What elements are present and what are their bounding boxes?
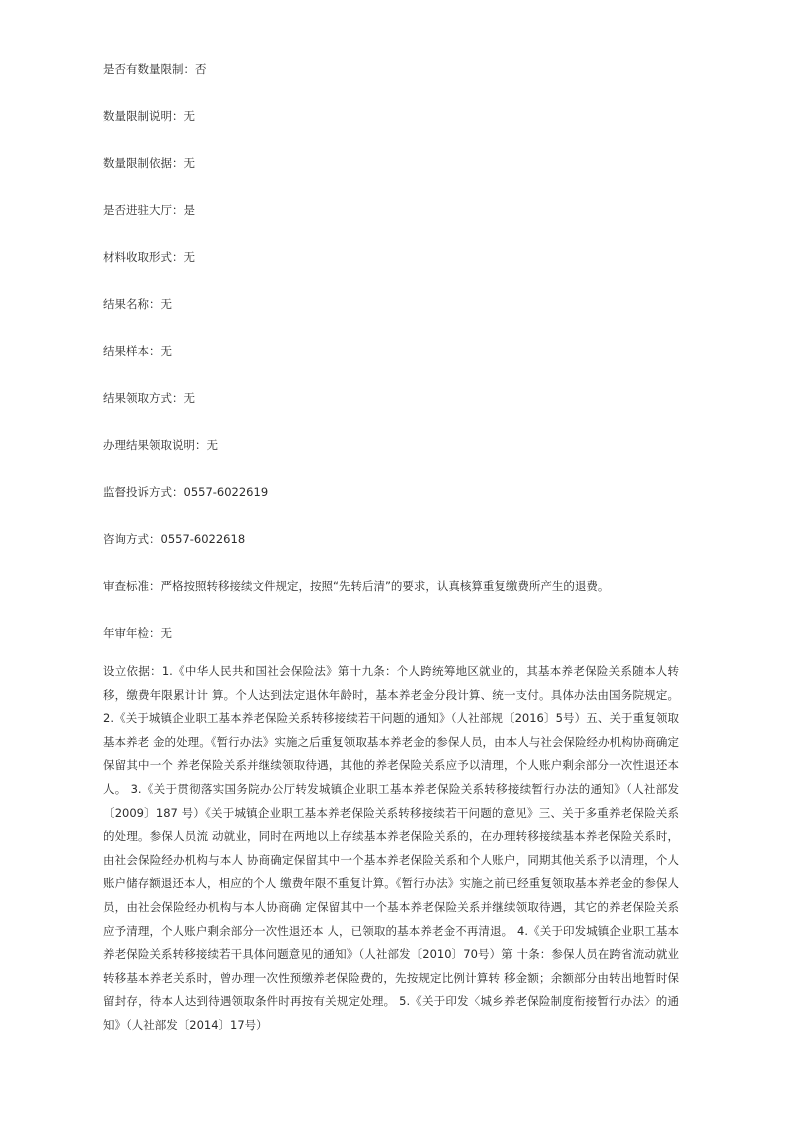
quantity-limit-note-field: 数量限制说明：无 <box>103 109 195 123</box>
review-standard-field: 审查标准：严格按照转移接续文件规定，按照“先转后清”的要求，认真核算重复缴费所产生的退费。 <box>103 579 610 593</box>
complaint-contact-field: 监督投诉方式：0557-6022619 <box>103 485 269 499</box>
consult-contact-field: 咨询方式：0557-6022618 <box>103 532 246 546</box>
in-hall-field: 是否进驻大厅：是 <box>103 203 195 217</box>
quantity-limit-basis-field: 数量限制依据：无 <box>103 156 195 170</box>
result-name-field: 结果名称：无 <box>103 297 172 311</box>
annual-review-field: 年审年检：无 <box>103 626 172 640</box>
material-form-field: 材料收取形式：无 <box>103 250 195 264</box>
result-pickup-method-field: 结果领取方式：无 <box>103 391 195 405</box>
result-sample-field: 结果样本：无 <box>103 344 172 358</box>
quantity-limit-field: 是否有数量限制：否 <box>103 62 207 76</box>
result-pickup-note-field: 办理结果领取说明：无 <box>103 438 218 452</box>
legal-basis-paragraph: 设立依据：1.《中华人民共和国社会保险法》第十九条：个人跨统筹地区就业的，其基本养老保险关系随本人转移，缴费年限累计计 算。个人达到法定退休年龄时，基本养老金分段计算、统一支付。具体办法由国务院规定。 2.《关于城镇企业职工基本养老保险关系转移接续若干问题的通知》（人社部规〔2016〕5号）五、关于重复领取基本养老 金的处理。《暂行办法》实施之后重复领取基本养老金的参保人员，由本人与社会保险经办机构协商确定保留其中一个 养老保险关系并继续领取待遇，其他的养老保险关系应予以清理，个人账户剩余部分一次性退还本人。 3.《关于贯彻落实国务院办公厅转发城镇企业职工基本养老保险关系转移接续暂行办法的通知》（人社部发〔2009〕187 号）《关于城镇企业职工基本养老保险关系转移接续若干问题的意见》三、关于多重养老保险关系的处理。参保人员流 动就业，同时在两地以上存续基本养老保险关系的，在办理转移接续基本养老保险关系时，由社会保险经办机构与本人 协商确定保留其中一个基本养老保险关系和个人账户，同期其他关系予以清理，个人账户储存额退还本人，相应的个人 缴费年限不重复计算。《暂行办法》实施之前已经重复领取基本养老金的参保人员，由社会保险经办机构与本人协商确 定保留其中一个基本养老保险关系并继续领取待遇，其它的养老保险关系应予清理，个人账户剩余部分一次性退还本 人，已领取的基本养老金不再清退。 4.《关于印发城镇企业职工基本养老保险关系转移接续若干具体问题意见的通知》（人社部发〔2010〕70号）第 十条：参保人员在跨省流动就业转移基本养老关系时，曾办理一次性预缴养老保险费的，先按规定比例计算转 移金额；余额部分由转出地暂时保留封存，待本人达到待遇领取条件时再按有关规定处理。 5.《关于印发〈城乡养老保险制度衔接暂行办法〉的通知》（人社部发〔2014〕17号） <box>103 664 679 1032</box>
